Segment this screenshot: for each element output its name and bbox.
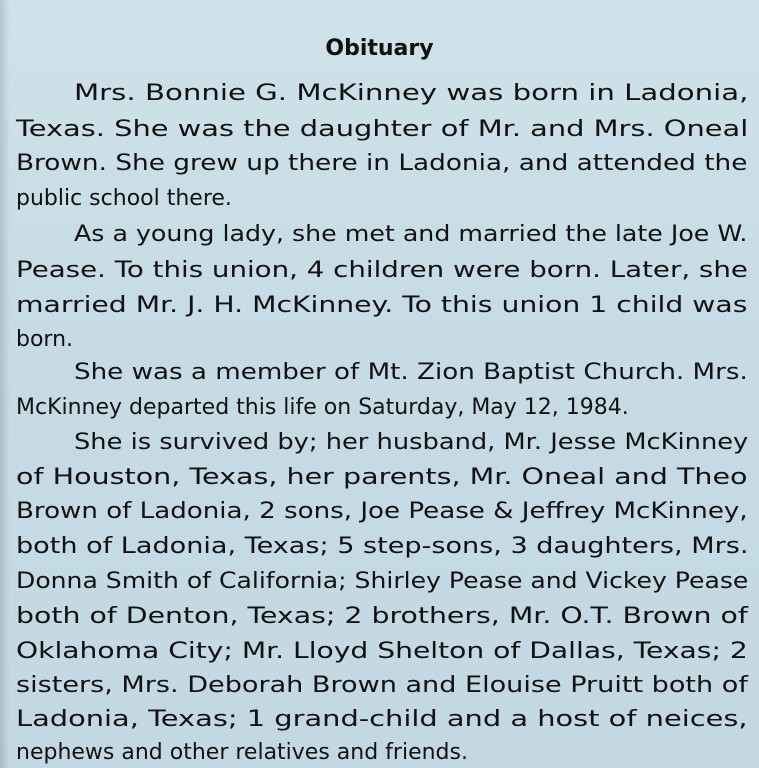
text-line: married Mr. J. H. McKinney. To this union 1 child was: [16, 293, 748, 318]
text-line: She is survived by; her husband, Mr. Jesse McKinney: [74, 430, 749, 455]
text-line: Ladonia, Texas; 1 grand-child and a host of neices,: [16, 707, 748, 732]
paper-edge-shadow: [0, 0, 10, 768]
text-line: McKinney departed this life on Saturday, May 12, 1984.: [16, 395, 629, 420]
text-line: of Houston, Texas, her parents, Mr. Oneal and Theo: [16, 465, 748, 490]
obituary-title: Obituary: [325, 36, 434, 61]
text-line: Pease. To this union, 4 children were born. Later, she: [16, 258, 748, 283]
text-line: Brown. She grew up there in Ladonia, and attended the: [16, 151, 748, 176]
text-line: She was a member of Mt. Zion Baptist Church. Mrs.: [74, 360, 748, 385]
text-line: sisters, Mrs. Deborah Brown and Elouise Pruitt both of: [16, 673, 748, 698]
text-line: Oklahoma City; Mr. Lloyd Shelton of Dallas, Texas; 2: [16, 639, 748, 664]
text-line: As a young lady, she met and married the late Joe W.: [74, 222, 748, 247]
text-line: both of Ladonia, Texas; 5 step-sons, 3 daughters, Mrs.: [16, 534, 749, 559]
text-line: Texas. She was the daughter of Mr. and Mrs. Oneal: [16, 117, 749, 142]
text-line: Mrs. Bonnie G. McKinney was born in Ladonia,: [74, 81, 749, 106]
text-line: Brown of Ladonia, 2 sons, Joe Pease & Jeffrey McKinney,: [16, 499, 748, 524]
text-line: born.: [16, 327, 74, 352]
text-line: nephews and other relatives and friends.: [16, 740, 468, 765]
text-line: Donna Smith of California; Shirley Pease and Vickey Pease: [16, 569, 749, 594]
text-line: public school there.: [16, 186, 232, 211]
text-line: both of Denton, Texas; 2 brothers, Mr. O.T. Brown of: [16, 604, 748, 629]
